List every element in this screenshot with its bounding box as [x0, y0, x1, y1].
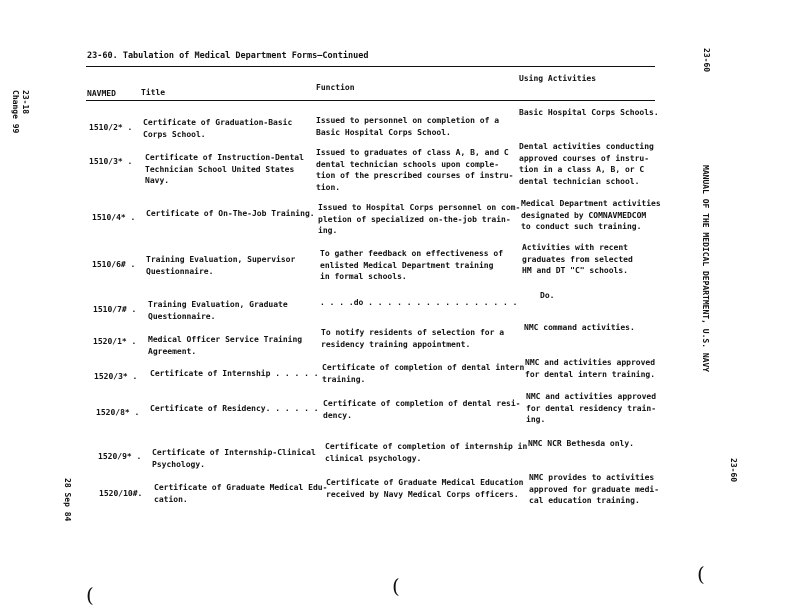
row-title: Certificate of On-The-Job Training.: [146, 209, 315, 218]
scan-mark: (: [697, 562, 705, 586]
row-title: Certificate of Graduation-Basic Corps School.: [143, 118, 293, 139]
row-navmed: 1520/9* .: [98, 452, 142, 461]
row-title: Certificate of Internship . . . . .: [150, 369, 319, 378]
row-activities: NMC NCR Bethesda only.: [528, 439, 634, 448]
row-title: Certificate of Internship-Clinical Psychology.: [152, 448, 316, 469]
row-function: . . . .do . . . . . . . . . . . . . . . .: [320, 298, 518, 307]
scan-mark: (: [86, 583, 94, 607]
scan-mark: (: [392, 574, 400, 598]
margin-date: 28 Sep 84: [63, 478, 72, 522]
title-rule: [86, 66, 655, 67]
row-activities: Do.: [540, 291, 555, 300]
row-activities: Basic Hospital Corps Schools.: [519, 108, 659, 117]
row-navmed: 1510/3* .: [89, 157, 133, 166]
margin-change-note: 23-18 Change 99: [11, 90, 30, 134]
row-navmed: 1510/4* .: [92, 213, 136, 222]
row-title: Training Evaluation, Supervisor Questionnaire.: [146, 255, 296, 276]
row-function: Certificate of completion of internship in clinical psychology.: [325, 442, 528, 463]
row-activities: Medical Department activities designated by COMNAVMEDCOM to conduct such training.: [521, 199, 661, 231]
row-activities: Activities with recent graduates from selected HM and DT "C" schools.: [522, 243, 633, 275]
row-navmed: 1520/8* .: [96, 408, 140, 417]
row-function: Certificate of completion of dental intern training.: [322, 363, 525, 384]
row-title: Certificate of Graduate Medical Edu- cation.: [154, 483, 328, 504]
row-title: Certificate of Instruction-Dental Technician School United States Navy.: [145, 153, 304, 185]
page-title: 23-60. Tabulation of Medical Department Forms—Continued: [87, 51, 369, 61]
row-activities: NMC and activities approved for dental intern training.: [525, 358, 656, 379]
header-activities: Using Activities: [519, 74, 597, 83]
row-navmed: 1510/6# .: [92, 260, 136, 269]
row-function: Issued to graduates of class A, B, and C dental technician schools upon comple- tion of the prescribed courses of instru- tion.: [316, 148, 514, 192]
row-function: To notify residents of selection for a residency training appointment.: [321, 328, 505, 349]
row-title: Training Evaluation, Graduate Questionnaire.: [148, 300, 288, 321]
row-function: Issued to personnel on completion of a Basic Hospital Corps School.: [316, 116, 500, 137]
row-function: Certificate of completion of dental resi- dency.: [323, 399, 521, 420]
margin-section-top: 23-60: [702, 48, 711, 73]
row-activities: Dental activities conducting approved courses of instru- tion in a class A, B, or C dental technician school.: [519, 142, 654, 186]
row-function: Certificate of Graduate Medical Education received by Navy Medical Corps officers.: [326, 478, 524, 499]
row-function: To gather feedback on effectiveness of enlisted Medical Department training in formal schools.: [320, 249, 504, 281]
row-navmed: 1510/2* .: [89, 123, 133, 132]
row-activities: NMC and activities approved for dental residency train- ing.: [526, 392, 657, 424]
margin-running-title: MANUAL OF THE MEDICAL DEPARTMENT, U.S. NAVY: [701, 165, 710, 373]
row-navmed: 1520/1* .: [93, 337, 137, 346]
header-rule: [86, 100, 655, 101]
row-title: Medical Officer Service Training Agreement.: [148, 335, 303, 356]
row-title: Certificate of Residency. . . . . .: [150, 404, 319, 413]
row-navmed: 1520/3* .: [94, 372, 138, 381]
header-function: Function: [316, 83, 355, 92]
row-navmed: 1510/7# .: [93, 305, 137, 314]
row-navmed: 1520/10#.: [99, 489, 143, 498]
row-activities: NMC command activities.: [524, 323, 635, 332]
margin-section-bottom: 23-60: [729, 458, 738, 483]
header-navmed: NAVMED: [87, 89, 116, 98]
row-function: Issued to Hospital Corps personnel on com- pletion of specialized on-the-job train- ing.: [318, 203, 521, 235]
row-activities: NMC provides to activities approved for graduate medi- cal education training.: [529, 473, 660, 505]
header-title: Title: [141, 88, 166, 97]
